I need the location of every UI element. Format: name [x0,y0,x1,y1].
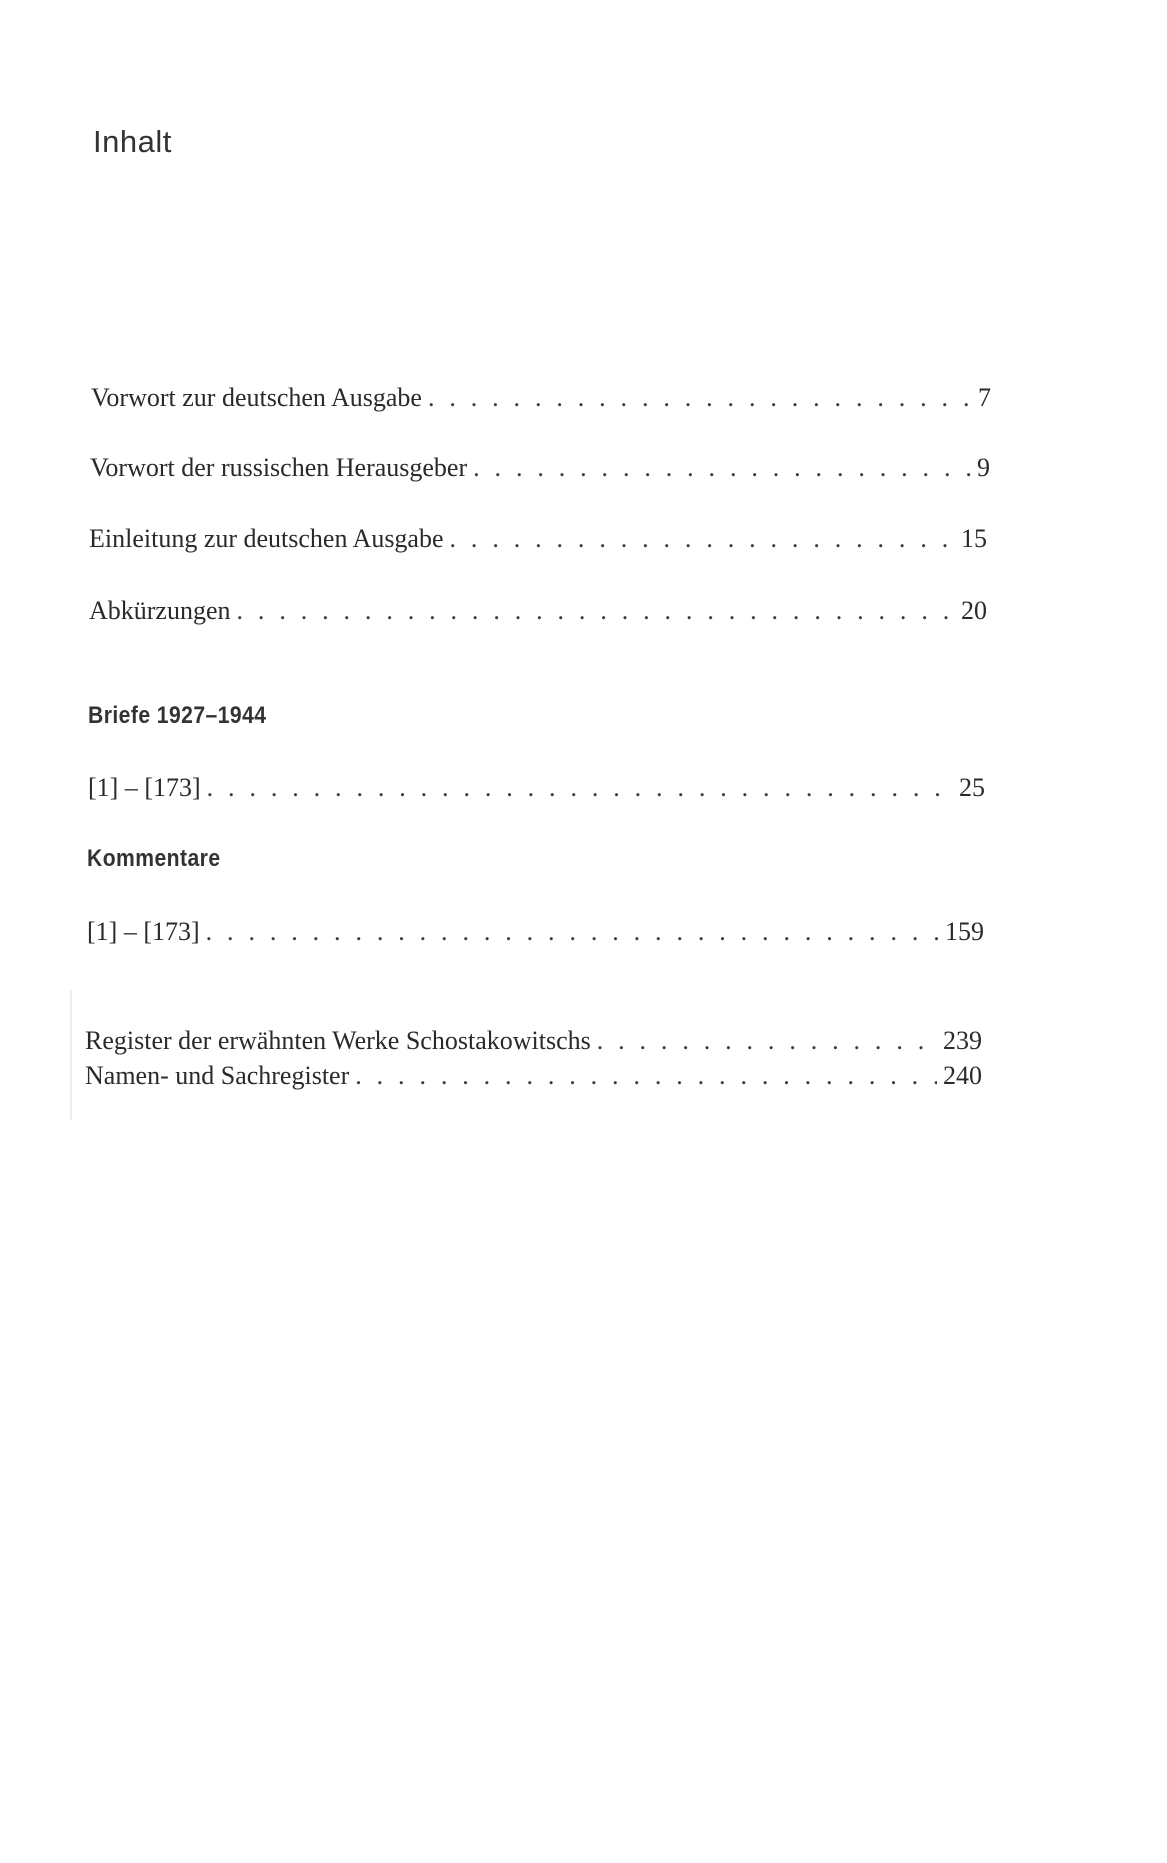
toc-entry-einleitung [89,524,987,554]
toc-entry-label: Namen- und Sachregister [85,1061,350,1090]
toc-entry-briefe [88,773,985,803]
toc-entry-label: [1] – [173] [87,917,200,946]
toc-entry-label: Register der erwähnten Werke Schostakowitschs [85,1026,591,1055]
toc-entry-label: [1] – [173] [88,773,201,802]
toc-entry-page: 239 [943,1026,982,1055]
dot-leader [473,453,971,483]
scan-margin-shade [70,990,72,1120]
toc-entry-page: 7 [978,383,991,412]
toc-entry-page: 9 [977,453,990,482]
page-title: Inhalt [93,124,172,159]
toc-entry-label: Vorwort zur deutschen Ausgabe [91,383,422,412]
toc-entry-page: 25 [959,773,985,802]
toc-entry-label: Vorwort der russischen Herausgeber [90,453,468,482]
toc-entry-abkuerzungen [89,596,987,626]
section-heading-briefe: Briefe 1927–1944 [88,702,267,729]
toc-entry-label: Abkürzungen [89,596,231,625]
dot-leader [450,524,955,554]
dot-leader [428,383,972,413]
toc-entry-vorwort-russisch [90,453,990,483]
dot-leader [237,596,955,626]
dot-leader [206,917,939,947]
dot-leader [207,773,953,803]
toc-entry-kommentare [87,917,984,947]
toc-entry-page: 15 [961,524,987,553]
toc-entry-page: 159 [945,917,984,946]
toc-entry-label: Einleitung zur deutschen Ausgabe [89,524,444,553]
toc-entry-namenregister [85,1061,982,1091]
toc-entry-page: 240 [943,1061,982,1090]
section-heading-kommentare: Kommentare [87,845,221,872]
toc-entry-vorwort-deutsch [91,383,991,413]
dot-leader [355,1061,937,1091]
dot-leader [597,1026,937,1056]
toc-entry-page: 20 [961,596,987,625]
toc-entry-werkregister [85,1026,982,1056]
